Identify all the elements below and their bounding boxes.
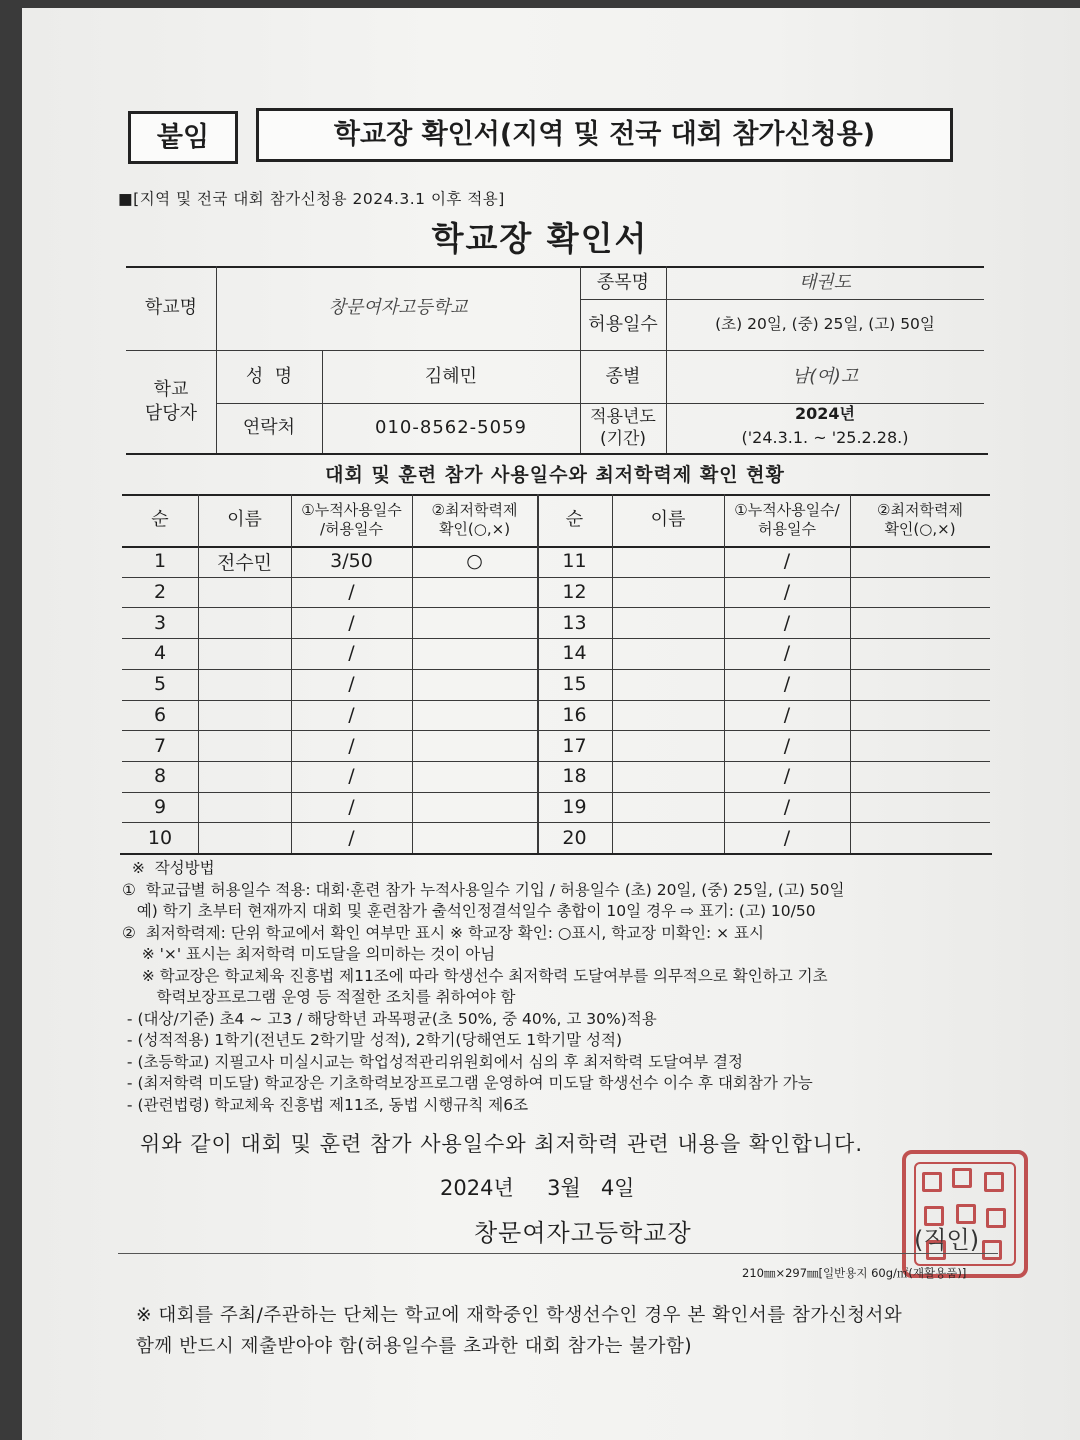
min-academic-check <box>412 577 537 608</box>
row-number: 14 <box>562 642 587 665</box>
row-number: 12 <box>562 581 587 604</box>
row-number: 8 <box>153 765 167 788</box>
col-ratio-header-right: ①누적사용일수/ 허용일수 <box>734 500 840 538</box>
days-ratio: 3/50 <box>330 550 373 573</box>
row-number: 19 <box>562 795 587 818</box>
min-academic-check <box>412 638 537 669</box>
note-line: - (성적적용) 1학기(전년도 2학기말 성적), 2학기(당해연도 1학기말 성적) <box>122 1031 622 1049</box>
col-check-header: ②최저학력제 확인(○,×) <box>431 500 518 538</box>
min-academic-check <box>850 792 990 823</box>
row-number: 13 <box>562 611 587 634</box>
note-line: 학력보장프로그램 운영 등 적절한 조치를 취하여야 함 <box>122 988 516 1006</box>
min-academic-check <box>412 730 537 761</box>
col-ratio-header: ①누적사용일수 /허용일수 <box>301 500 402 538</box>
row-number: 10 <box>147 826 173 849</box>
name-label: 성 명 <box>245 365 293 387</box>
row-number: 18 <box>562 765 587 788</box>
period-value: ('24.3.1. ~ '25.2.28.) <box>741 427 909 447</box>
note-line: 예) 학기 초부터 현재까지 대회 및 훈련참가 출석인정결석일수 총합이 10일 경우 ⇨ 표기: (고) 10/50 <box>122 902 816 920</box>
days-ratio: / <box>348 826 355 849</box>
min-academic-check <box>412 700 537 731</box>
signature-divider <box>118 1253 998 1254</box>
days-ratio: / <box>783 826 791 849</box>
year-value: 2024년 <box>795 403 855 423</box>
contact-value: 010-8562-5059 <box>375 417 527 439</box>
student-name <box>612 607 724 638</box>
gender-value: 남(여)고 <box>791 365 859 387</box>
footer-line: 함께 반드시 제출받아야 함(허용일수를 초과한 대회 참가는 불가함) <box>136 1336 693 1357</box>
student-name <box>612 700 724 731</box>
document-title: 학교장 확인서 <box>431 219 649 258</box>
days-ratio: / <box>783 703 791 726</box>
note-line: ※ 학교장은 학교체육 진흥법 제11조에 따라 학생선수 최저학력 도달여부를 의무적으로 확인하고 기초 <box>122 966 828 985</box>
days-ratio: / <box>348 703 355 726</box>
status-bottom-border <box>120 853 992 855</box>
footer-notice <box>136 1300 902 1362</box>
year-label: 적용년도 (기간) <box>590 406 656 449</box>
min-academic-check <box>850 761 990 792</box>
days-ratio: / <box>783 734 791 757</box>
attachment-tag: 붙임 <box>128 111 238 164</box>
event-value: 태권도 <box>798 271 852 293</box>
min-academic-check <box>412 761 537 792</box>
note-line: - (관련법령) 학교체육 진흥법 제11조, 동법 시행규칙 제6조 <box>122 1095 529 1114</box>
col-no-header-right: 순 <box>565 509 584 531</box>
min-academic-check <box>850 638 990 669</box>
min-academic-check <box>850 700 990 731</box>
min-academic-check <box>412 669 537 700</box>
col-check-header-right: ②최저학력제 확인(○,×) <box>877 500 963 538</box>
student-name <box>198 607 291 638</box>
confirmation-statement: 위와 같이 대회 및 훈련 참가 사용일수와 최저학력 관련 내용을 확인합니다. <box>140 1132 864 1156</box>
days-ratio: / <box>783 765 791 788</box>
note-line: ※ '×' 표시는 최저학력 미도달을 의미하는 것이 아님 <box>122 945 496 963</box>
applicability-notice: ■[지역 및 전국 대회 참가신청용 2024.3.1 이후 적용] <box>118 190 505 208</box>
student-name <box>198 730 291 761</box>
days-ratio: / <box>348 611 355 634</box>
contact-label: 연락처 <box>242 417 296 439</box>
student-name <box>612 822 724 853</box>
days-ratio: / <box>783 642 791 665</box>
days-ratio: / <box>348 673 355 696</box>
min-academic-check <box>850 669 990 700</box>
row-number: 17 <box>562 734 587 757</box>
header-title: 학교장 확인서(지역 및 전국 대회 참가신청용) <box>256 108 953 162</box>
school-name-value: 창문여자고등학교 <box>328 297 468 319</box>
min-academic-check <box>850 607 990 638</box>
row-number: 20 <box>562 826 587 849</box>
student-name: 전수민 <box>216 551 273 574</box>
signer-name: 창문여자고등학교장 <box>474 1219 692 1247</box>
days-ratio: / <box>783 550 791 573</box>
days-ratio: / <box>783 611 791 634</box>
days-ratio: / <box>783 795 791 818</box>
allowed-days-label: 허용일수 <box>588 313 658 335</box>
days-ratio: / <box>348 642 355 665</box>
min-academic-check: ○ <box>466 550 483 573</box>
min-academic-check <box>412 822 537 853</box>
student-name <box>612 669 724 700</box>
event-label: 종목명 <box>596 271 650 293</box>
min-academic-check <box>412 792 537 823</box>
student-name <box>198 669 291 700</box>
note-line: ※ 작성방법 <box>122 859 215 877</box>
student-name <box>198 822 291 853</box>
min-academic-check <box>850 577 990 608</box>
student-name <box>612 638 724 669</box>
section-title: 대회 및 훈련 참가 사용일수와 최저학력제 확인 현황 <box>325 464 785 486</box>
row-number: 16 <box>562 703 587 726</box>
min-academic-check <box>850 546 990 577</box>
row-number: 9 <box>153 795 167 818</box>
manager-name-value: 김혜민 <box>424 365 478 387</box>
official-seal-stamp <box>902 1150 1028 1278</box>
note-line: - (대상/기준) 초4 ~ 고3 / 해당학년 과목평균(초 50%, 중 40%, 고 30%)적용 <box>122 1009 657 1028</box>
row-number: 11 <box>562 550 587 573</box>
student-name <box>198 577 291 608</box>
row-number: 1 <box>153 550 167 573</box>
student-name <box>612 792 724 823</box>
row-number: 3 <box>153 611 167 634</box>
row-number: 5 <box>153 673 167 696</box>
date-month: 3월 <box>547 1176 581 1200</box>
student-name <box>198 761 291 792</box>
days-ratio: / <box>348 765 355 788</box>
days-ratio: / <box>783 581 791 604</box>
min-academic-check <box>412 607 537 638</box>
row-number: 4 <box>153 642 167 665</box>
row-number: 2 <box>153 581 167 604</box>
manager-label: 학교 담당자 <box>144 379 198 424</box>
row-number: 7 <box>153 734 167 757</box>
note-line: - (최저학력 미도달) 학교장은 기초학력보장프로그램 운영하여 미도달 학생선수 이수 후 대회참가 가능 <box>122 1074 813 1092</box>
seal-label: (직인) <box>914 1226 980 1254</box>
info-bottom-border <box>126 453 988 455</box>
row-number: 6 <box>153 703 167 726</box>
days-ratio: / <box>348 734 355 757</box>
signature-date <box>440 1172 634 1202</box>
note-line: ② 최저학력제: 단위 학교에서 확인 여부만 표시 ※ 학교장 확인: ○표시, 학교장 미확인: × 표시 <box>122 923 765 942</box>
days-ratio: / <box>348 795 355 818</box>
col-name-header: 이름 <box>227 509 262 531</box>
note-line: ① 학교급별 허용일수 적용: 대회·훈련 참가 누적사용일수 기입 / 허용일수 (초) 20일, (중) 25일, (고) 50일 <box>122 880 845 899</box>
school-name-label: 학교명 <box>144 297 198 319</box>
min-academic-check <box>850 730 990 761</box>
days-ratio: / <box>348 581 355 604</box>
footer-line: ※ 대회를 주최/주관하는 단체는 학교에 재학중인 학생선수인 경우 본 확인서를 참가신청서와 <box>136 1305 903 1326</box>
col-no-header: 순 <box>151 509 169 531</box>
note-line: - (초등학교) 지필고사 미실시교는 학업성적관리위원회에서 심의 후 최저학력 도달여부 결정 <box>122 1052 743 1071</box>
row-number: 15 <box>562 673 587 696</box>
student-name <box>198 700 291 731</box>
student-name <box>198 792 291 823</box>
student-name <box>612 577 724 608</box>
gender-label: 종별 <box>605 365 641 387</box>
col-name-header-right: 이름 <box>650 509 686 531</box>
days-ratio: / <box>783 673 791 696</box>
student-name <box>612 730 724 761</box>
student-name <box>612 761 724 792</box>
date-year: 2024년 <box>440 1176 514 1200</box>
instructions-block <box>122 858 1002 1116</box>
min-academic-check <box>850 822 990 853</box>
paper-spec: 210㎜×297㎜[일반용지 60g/㎡(재활용품)] <box>742 1266 967 1280</box>
date-day: 4일 <box>600 1176 635 1200</box>
student-name <box>612 546 724 577</box>
student-name <box>198 638 291 669</box>
allowed-days-value: (초) 20일, (중) 25일, (고) 50일 <box>715 315 935 334</box>
